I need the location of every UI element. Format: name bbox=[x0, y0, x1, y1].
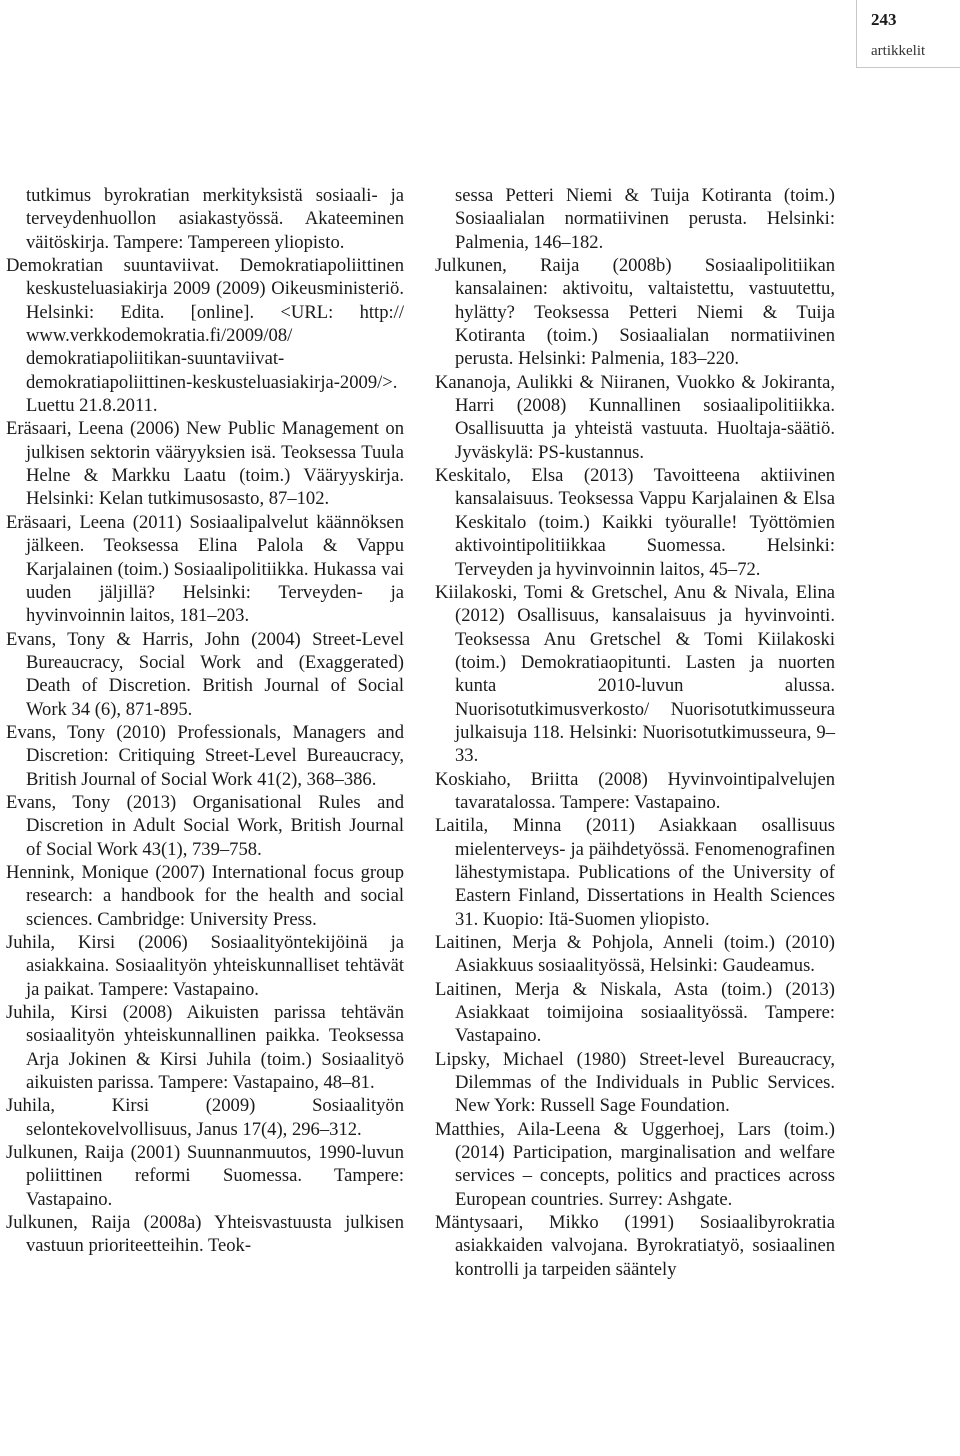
reference-entry: Eräsaari, Leena (2006) New Public Management on julkisen sektorin vääryyksien isä. Teoksessa Tuula Helne & Markku Laatu (toim.) Vääryyskirja. Helsinki: Kelan tutkimusosasto, 87–102. bbox=[6, 418, 404, 510]
reference-entry: Juhila, Kirsi (2006) Sosiaalityöntekijöinä ja asiakkaina. Sosiaalityön yhteiskunnalliset tehtävät ja paikat. Tampere: Vastapaino. bbox=[6, 932, 404, 1000]
page-header-tab bbox=[856, 0, 960, 68]
reference-entry: Laitinen, Merja & Pohjola, Anneli (toim.) (2010) Asiakkuus sosiaalityössä, Helsinki: Gaudeamus. bbox=[435, 932, 835, 977]
reference-entry: Eräsaari, Leena (2011) Sosiaalipalvelut käännöksen jälkeen. Teoksessa Elina Palola & Vappu Karjalainen (toim.) Sosiaalipolitiikka. Hukassa vai uuden jäljillä? Helsinki: Terveyden- ja hyvinvoinnin laitos, 181–203. bbox=[6, 511, 404, 627]
reference-entry: Juhila, Kirsi (2008) Aikuisten parissa tehtävän sosiaalityön yhteiskunnallinen paikka. Teoksessa Arja Jokinen & Kirsi Juhila (toim.) Sosiaalityö aikuisten parissa. Tampere: Vastapaino, 48–81. bbox=[6, 1002, 404, 1094]
section-label: artikkelit bbox=[871, 43, 926, 59]
reference-entry: Demokratian suuntaviivat. Demokratiapoliittinen keskusteluasiakirja 2009 (2009) Oikeusministeriö. Helsinki: Edita. [online]. <URL: http:// www.verkkodemokratia.fi/2009/08/ demokratiapoliitikan-suuntaviivat-demokratiapoliittinen-keskusteluasiakirja-2009/>. Luettu 21.8.2011. bbox=[6, 255, 404, 417]
reference-entry: Lipsky, Michael (1980) Street-level Bureaucracy, Dilemmas of the Individuals in Public Services. New York: Russell Sage Foundation. bbox=[435, 1048, 835, 1117]
reference-entry: Julkunen, Raija (2008b) Sosiaalipolitiikan kansalainen: aktivoitu, valtaistettu, vastuutettu, hylätty? Teoksessa Petteri Niemi & Tuija Kotiranta (toim.) Sosiaalialan normatiivinen perusta. Helsinki: Palmenia, 183–220. bbox=[435, 255, 835, 370]
left-reference-column bbox=[6, 184, 404, 1258]
reference-entry: Evans, Tony & Harris, John (2004) Street-Level Bureaucracy, Social Work and (Exaggerated) Death of Discretion. British Journal of Social Work 34 (6), 871-895. bbox=[6, 628, 404, 720]
reference-entry: Matthies, Aila-Leena & Uggerhoej, Lars (toim.) (2014) Participation, marginalisation and welfare services – concepts, politics and practices across European countries. Surrey: Ashgate. bbox=[435, 1118, 835, 1210]
reference-entry: Mäntysaari, Mikko (1991) Sosiaalibyrokratia asiakkaiden valvojana. Byrokratiatyö, sosiaalinen kontrolli ja tarpeiden sääntely bbox=[435, 1212, 835, 1280]
reference-entry: Laitinen, Merja & Niskala, Asta (toim.) (2013) Asiakkaat toimijoina sosiaalityössä. Tampere: Vastapaino. bbox=[435, 978, 835, 1047]
reference-entry: sessa Petteri Niemi & Tuija Kotiranta (toim.) Sosiaalialan normatiivinen perusta. Helsinki: Palmenia, 146–182. bbox=[455, 185, 835, 253]
reference-entry: Evans, Tony (2010) Professionals, Managers and Discretion: Critiquing Street-Level Bureaucracy, British Journal of Social Work 41(2), 368–386. bbox=[6, 721, 404, 790]
reference-entry: Juhila, Kirsi (2009) Sosiaalityön selontekovelvollisuus, Janus 17(4), 296–312. bbox=[6, 1095, 404, 1140]
reference-entry: Kiilakoski, Tomi & Gretschel, Anu & Nivala, Elina (2012) Osallisuus, kansalaisuus ja hyvinvointi. Teoksessa Anu Gretschel & Tomi Kiilakoski (toim.) Demokratiaopitunti. Lasten ja nuorten kunta 2010-luvun alussa. Nuorisotutkimusverkosto/ Nuorisotutkimusseura julkaisuja 118. Helsinki: Nuorisotutkimusseura, 9–33. bbox=[435, 581, 835, 767]
page-number: 243 bbox=[871, 10, 897, 29]
reference-entry: Kananoja, Aulikki & Niiranen, Vuokko & Jokiranta, Harri (2008) Kunnallinen sosiaalipolitiikka. Osallisuutta ja yhteistä vastuuta. Huoltaja-säätiö. Jyväskylä: PS-kustannus. bbox=[435, 371, 835, 463]
right-reference-column bbox=[435, 184, 835, 1281]
reference-entry: Koskiaho, Briitta (2008) Hyvinvointipalvelujen tavaratalossa. Tampere: Vastapaino. bbox=[435, 768, 835, 813]
reference-entry: Laitila, Minna (2011) Asiakkaan osallisuus mielenterveys- ja päihdetyössä. Fenomenografinen lähestymistapa. Publications of the University of Eastern Finland, Dissertations in Health Sciences 31. Kuopio: Itä-Suomen yliopisto. bbox=[435, 815, 835, 930]
reference-entry: Hennink, Monique (2007) International focus group research: a handbook for the health and social sciences. Cambridge: University Press. bbox=[6, 861, 404, 930]
reference-entry: Julkunen, Raija (2001) Suunnanmuutos, 1990-luvun poliittinen reformi Suomessa. Tampere: Vastapaino. bbox=[6, 1142, 404, 1210]
reference-entry: Keskitalo, Elsa (2013) Tavoitteena aktiivinen kansalaisuus. Teoksessa Vappu Karjalainen & Elsa Keskitalo (toim.) Kaikki työuralle! Työttömien aktivointipolitiikkaa Suomessa. Helsinki: Terveyden ja hyvinvoinnin laitos, 45–72. bbox=[435, 465, 835, 580]
reference-entry: Evans, Tony (2013) Organisational Rules and Discretion in Adult Social Work, British Journal of Social Work 43(1), 739–758. bbox=[6, 791, 404, 860]
reference-entry: Julkunen, Raija (2008a) Yhteisvastuusta julkisen vastuun prioriteetteihin. Teok- bbox=[6, 1212, 404, 1257]
reference-entry: tutkimus byrokratian merkityksistä sosiaali- ja terveydenhuollon asiakastyössä. Akateeminen väitöskirja. Tampere: Tampereen yliopisto. bbox=[26, 185, 404, 253]
